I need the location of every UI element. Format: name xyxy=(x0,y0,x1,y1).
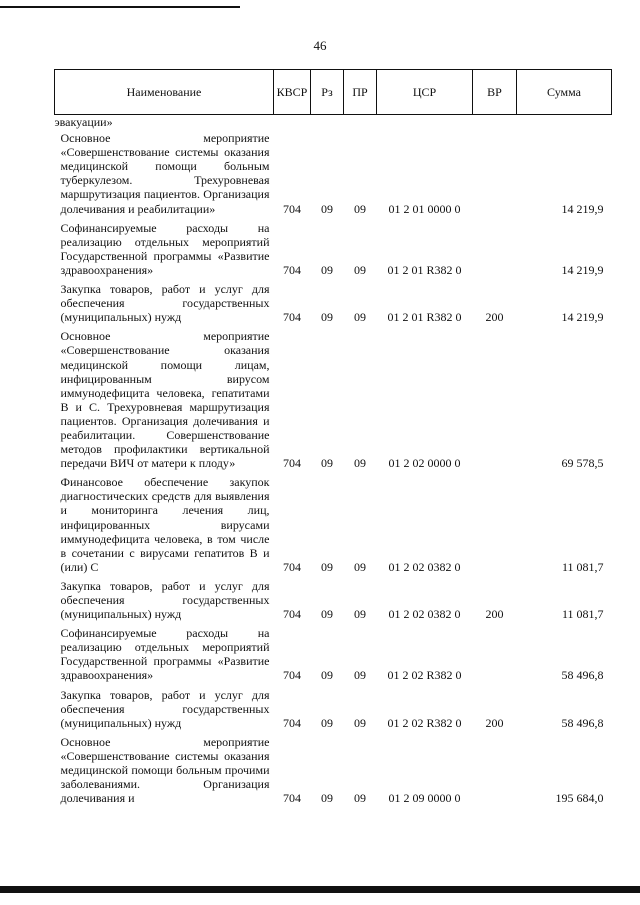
page-number: 46 xyxy=(313,38,327,53)
row-name: Основное мероприятие «Совершенствование оказания медицинской помощи лицам, инфицированным вирусом иммунодефицита человека, гепатитами В и С. Трехуровневая маршрутизация пациентов. Организация долечивания и реабилитации. Совершенствование методов профилактики вертикальной передачи ВИЧ от матери к плоду» xyxy=(60,329,270,471)
row-csr: 01 2 02 0382 0 xyxy=(388,559,461,574)
top-rule xyxy=(0,0,240,8)
row-csr: 01 2 02 0000 0 xyxy=(388,456,461,471)
row-rz: 09 xyxy=(321,607,333,622)
row-kvsr: 704 xyxy=(283,201,301,216)
row-sum: 58 496,8 xyxy=(561,715,604,730)
row-rz: 09 xyxy=(321,668,333,683)
row-name: Закупка товаров, работ и услуг для обеспечения государственных (муниципальных) нужд xyxy=(60,578,270,622)
row-pr: 09 xyxy=(354,559,366,574)
row-csr: 01 2 02 R382 0 xyxy=(387,668,462,683)
table-row xyxy=(55,473,612,577)
bottom-rule xyxy=(0,886,640,893)
table-row xyxy=(55,686,612,733)
row-pr: 09 xyxy=(354,262,366,277)
row-kvsr: 704 xyxy=(283,262,301,277)
row-vr: 200 xyxy=(485,310,504,325)
row-vr xyxy=(473,624,517,685)
row-csr: 01 2 09 0000 0 xyxy=(388,791,461,806)
header-sum: Сумма xyxy=(517,70,612,115)
row-rz: 09 xyxy=(321,715,333,730)
continuation-text: эвакуации» xyxy=(54,115,113,129)
row-csr: 01 2 02 0382 0 xyxy=(388,607,461,622)
table-header-row xyxy=(55,70,612,115)
row-vr xyxy=(473,473,517,577)
table-row xyxy=(55,624,612,685)
row-sum: 14 219,9 xyxy=(561,310,604,325)
row-vr xyxy=(473,129,517,219)
row-rz: 09 xyxy=(321,456,333,471)
row-name: Закупка товаров, работ и услуг для обеспечения государственных (муниципальных) нужд xyxy=(60,687,270,730)
row-sum: 58 496,8 xyxy=(561,668,604,683)
row-rz: 09 xyxy=(321,201,333,216)
row-name: Основное мероприятие «Совершенствование системы оказания медицинской помощи больным туберкулезом. Трехуровневая маршрутизация пациентов. Организация долечивания и реабилитации» xyxy=(60,131,270,216)
row-sum: 14 219,9 xyxy=(561,262,604,277)
row-rz: 09 xyxy=(321,791,333,806)
row-vr xyxy=(473,219,517,280)
row-sum: 195 684,0 xyxy=(555,791,604,806)
budget-table xyxy=(54,69,612,808)
row-sum: 11 081,7 xyxy=(561,607,604,622)
table-row xyxy=(55,280,612,327)
row-pr: 09 xyxy=(354,668,366,683)
row-kvsr: 704 xyxy=(283,668,301,683)
row-rz: 09 xyxy=(321,559,333,574)
row-csr: 01 2 01 0000 0 xyxy=(388,201,461,216)
row-name: Закупка товаров, работ и услуг для обеспечения государственных (муниципальных) нужд xyxy=(60,282,270,325)
row-vr: 200 xyxy=(485,715,504,730)
row-sum: 11 081,7 xyxy=(561,559,604,574)
row-rz: 09 xyxy=(321,310,333,325)
row-sum: 69 578,5 xyxy=(561,456,604,471)
row-kvsr: 704 xyxy=(283,607,301,622)
row-name: Финансовое обеспечение закупок диагностических средств для выявления и мониторинга лечения лиц, инфицированных вирусами иммунодефицита человека, в том числе в сочетании с вирусами гепатитов В и (или) С xyxy=(60,475,270,574)
table-row xyxy=(55,129,612,219)
row-vr: 200 xyxy=(485,607,504,622)
header-name: Наименование xyxy=(55,70,274,115)
header-vr: ВР xyxy=(473,70,517,115)
row-vr xyxy=(473,733,517,808)
row-csr: 01 2 02 R382 0 xyxy=(387,715,462,730)
row-pr: 09 xyxy=(354,715,366,730)
row-name: Основное мероприятие «Совершенствование системы оказания медицинской помощи больным прочими заболеваниями. Организация долечивания и xyxy=(60,734,270,806)
row-vr xyxy=(473,327,517,473)
table-row xyxy=(55,219,612,280)
continuation-row xyxy=(55,115,612,130)
row-kvsr: 704 xyxy=(283,310,301,325)
row-pr: 09 xyxy=(354,201,366,216)
table-row xyxy=(55,577,612,624)
header-kvsr: КВСР xyxy=(274,70,311,115)
row-name: Софинансируемые расходы на реализацию отдельных мероприятий Государственной программы «Развитие здравоохранения» xyxy=(60,220,270,277)
row-pr: 09 xyxy=(354,456,366,471)
row-pr: 09 xyxy=(354,791,366,806)
row-sum: 14 219,9 xyxy=(561,201,604,216)
row-pr: 09 xyxy=(354,607,366,622)
table-row xyxy=(55,733,612,808)
row-csr: 01 2 01 R382 0 xyxy=(387,262,462,277)
row-kvsr: 704 xyxy=(283,791,301,806)
row-name: Софинансируемые расходы на реализацию отдельных мероприятий Государственной программы «Развитие здравоохранения» xyxy=(60,626,270,683)
header-rz: Рз xyxy=(311,70,344,115)
row-kvsr: 704 xyxy=(283,559,301,574)
row-rz: 09 xyxy=(321,262,333,277)
row-csr: 01 2 01 R382 0 xyxy=(387,310,462,325)
header-csr: ЦСР xyxy=(377,70,473,115)
row-kvsr: 704 xyxy=(283,715,301,730)
table-row xyxy=(55,327,612,473)
header-pr: ПР xyxy=(344,70,377,115)
row-kvsr: 704 xyxy=(283,456,301,471)
row-pr: 09 xyxy=(354,310,366,325)
